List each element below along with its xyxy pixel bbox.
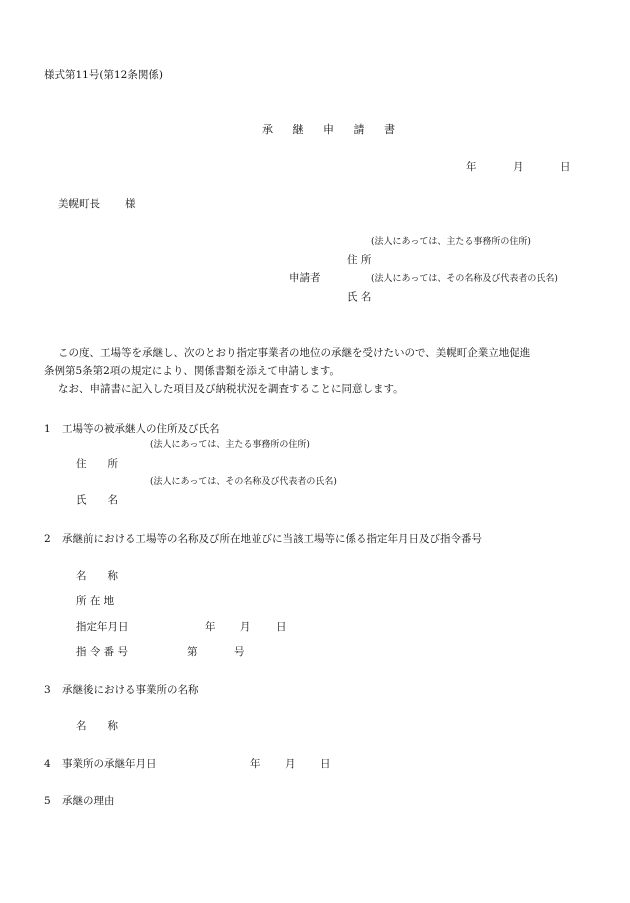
body-line-2: 条例第5条第2項の規定により、関係書類を添えて申請します。 bbox=[44, 365, 341, 377]
section-2-date-label: 指定年月日 bbox=[76, 621, 129, 633]
section-4-heading: 事業所の承継年月日 bbox=[62, 758, 157, 770]
section-2-year-label: 年 bbox=[205, 621, 216, 633]
date-month-label: 月 bbox=[513, 161, 524, 173]
section-3-number: 3 bbox=[44, 684, 51, 696]
section-2-day-label: 日 bbox=[276, 621, 287, 633]
section-2-order-prefix: 第 bbox=[187, 646, 198, 658]
body-line-1: この度、工場等を承継し、次のとおり指定事業者の地位の承継を受けたいので、美幌町企業立地促進 bbox=[58, 347, 531, 359]
addressee-name: 美幌町長 bbox=[58, 198, 100, 210]
section-3-name-label: 名 称 bbox=[76, 720, 118, 732]
section-1-name-note: (法人にあっては、その名称及び代表者の氏名) bbox=[150, 477, 337, 487]
section-3-heading: 承継後における事業所の名称 bbox=[62, 684, 199, 696]
section-4-day-label: 日 bbox=[320, 758, 331, 770]
section-2-order-suffix: 号 bbox=[234, 646, 245, 658]
section-1-address-note: (法人にあっては、主たる事務所の住所) bbox=[150, 440, 310, 450]
section-1-number: 1 bbox=[44, 423, 51, 435]
document-title: 承 継 申 請 書 bbox=[262, 123, 403, 136]
addressee-honorific: 様 bbox=[125, 198, 136, 210]
section-2-name-label: 名 称 bbox=[76, 570, 118, 582]
section-5-heading: 承継の理由 bbox=[62, 795, 115, 807]
applicant-name-label: 氏 名 bbox=[347, 291, 372, 303]
section-4-month-label: 月 bbox=[285, 758, 296, 770]
form-label: 様式第11号(第12条関係) bbox=[44, 69, 163, 81]
section-2-number: 2 bbox=[44, 533, 51, 545]
date-year-label: 年 bbox=[466, 161, 477, 173]
applicant-name-note: (法人にあっては、その名称及び代表者の氏名) bbox=[371, 274, 558, 284]
section-1-heading: 工場等の被承継人の住所及び氏名 bbox=[62, 423, 220, 435]
section-4-year-label: 年 bbox=[250, 758, 261, 770]
body-line-3: なお、申請書に記入した項目及び納税状況を調査することに同意します。 bbox=[58, 383, 404, 395]
section-5-number: 5 bbox=[44, 795, 51, 807]
date-day-label: 日 bbox=[560, 161, 571, 173]
section-2-order-label: 指 令 番 号 bbox=[76, 646, 129, 658]
section-4-number: 4 bbox=[44, 758, 51, 770]
applicant-address-label: 住 所 bbox=[347, 254, 372, 266]
section-2-heading: 承継前における工場等の名称及び所在地並びに当該工場等に係る指定年月日及び指令番号 bbox=[62, 533, 482, 545]
section-1-address-label: 住 所 bbox=[76, 458, 118, 470]
section-2-month-label: 月 bbox=[240, 621, 251, 633]
section-1-name-label: 氏 名 bbox=[76, 494, 118, 506]
applicant-label: 申請者 bbox=[289, 272, 321, 284]
applicant-address-note: (法人にあっては、主たる事務所の住所) bbox=[371, 237, 531, 247]
section-2-location-label: 所 在 地 bbox=[76, 595, 115, 607]
